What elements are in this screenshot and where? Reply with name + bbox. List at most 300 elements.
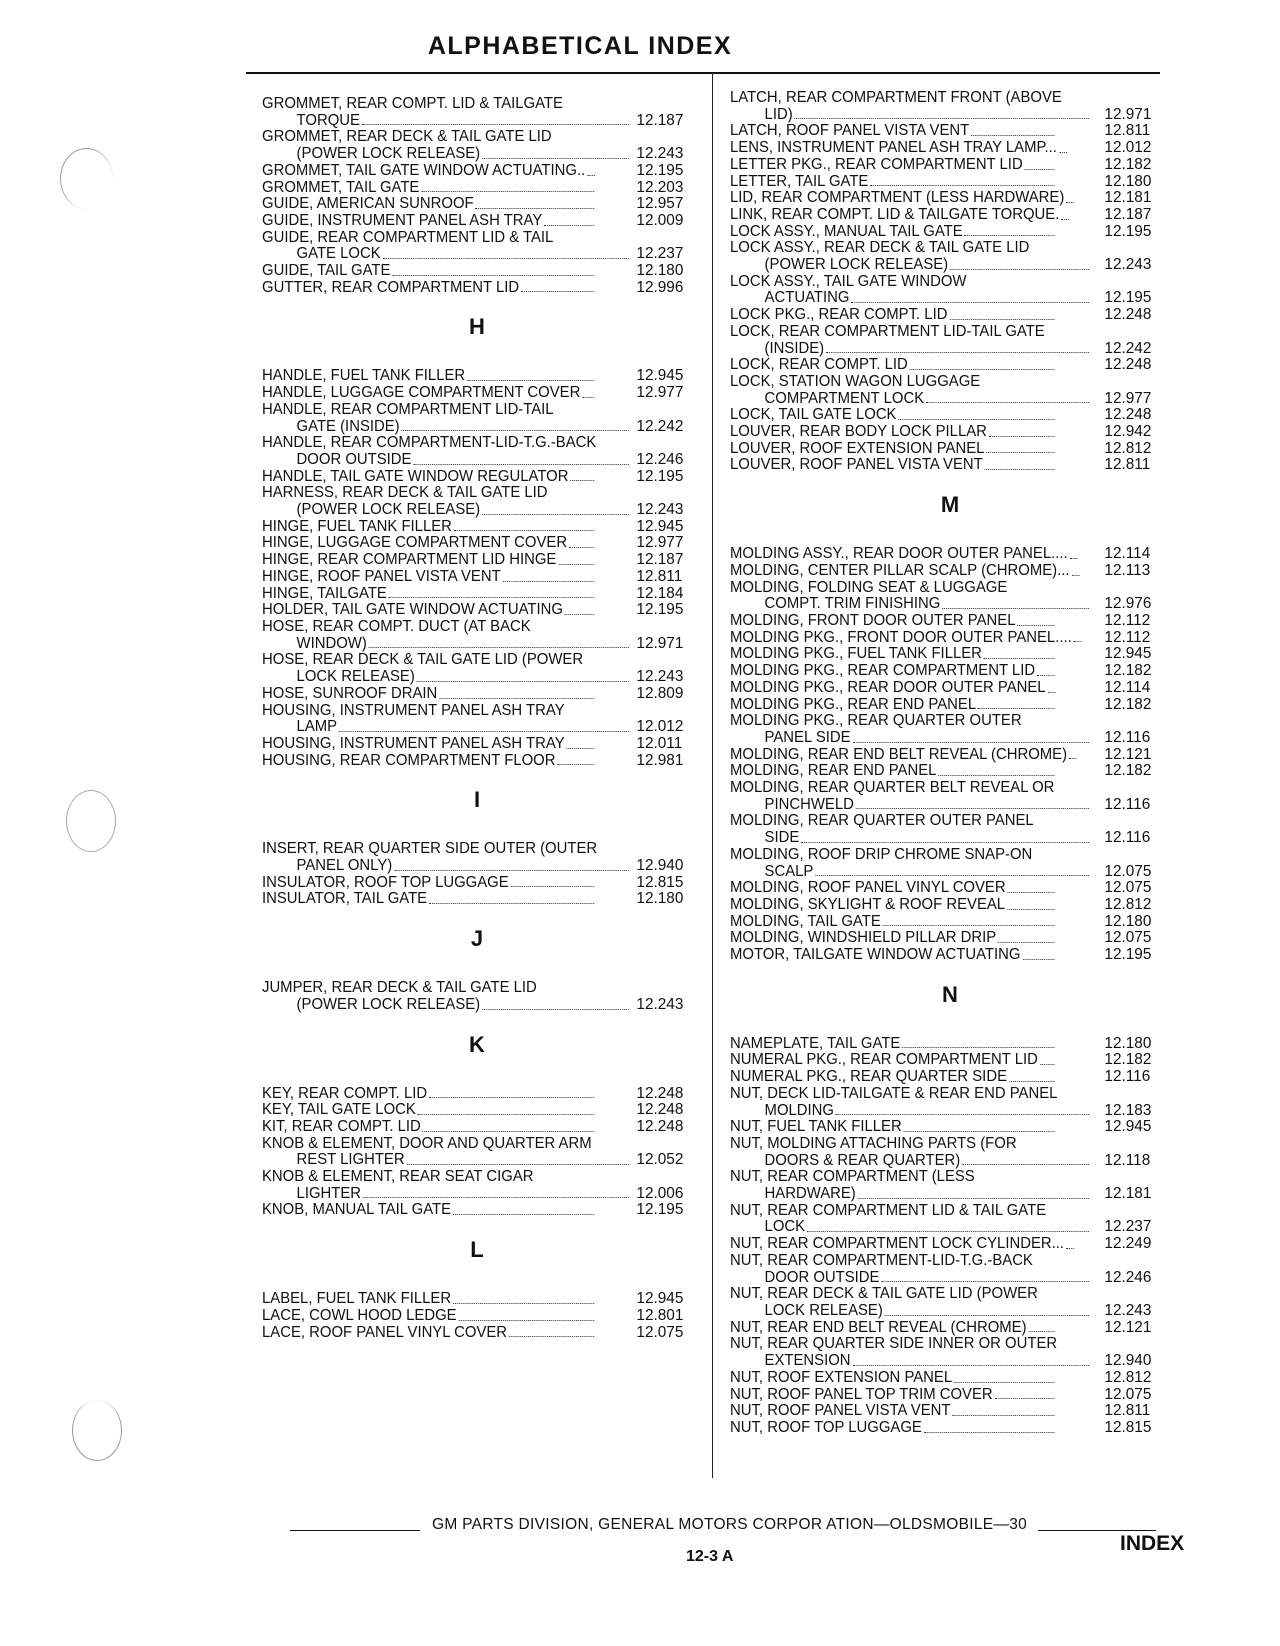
entry-page-ref: 12.811 [1104,1402,1151,1420]
entry-label: LACE, ROOF PANEL VINYL COVER [262,1323,508,1341]
index-entry [730,897,1152,914]
index-entry [730,1387,1152,1404]
entry-label-continuation: LOCK RELEASE) [764,1302,883,1319]
dot-leader [503,569,595,582]
entry-page-ref: 12.180 [1104,912,1152,930]
index-entry [730,713,1152,746]
dot-leader [858,1186,1089,1199]
section-letter-l: L [470,1237,484,1263]
dot-leader [924,1420,1055,1433]
entry-label: NUT, ROOF PANEL TOP TRIM COVER [730,1385,993,1403]
entry-page-ref: 12.243 [636,668,684,686]
entry-page-ref: 12.243 [1104,1302,1152,1319]
dot-leader [394,858,629,871]
dot-leader [567,736,595,749]
entry-label-continuation: WINDOW) [296,634,367,652]
entry-page-ref: 12.187 [636,551,684,569]
dot-leader [544,213,594,226]
entry-label: GROMMET, REAR DECK & TAIL GATE LID [262,128,552,146]
index-entry [730,441,1152,458]
dot-leader [482,997,629,1010]
entry-page-ref: 12.195 [636,601,684,619]
entry-label-continuation: PINCHWELD [764,795,854,813]
punch-hole-mark [60,148,113,209]
entry-page-ref: 12.182 [1104,1051,1152,1069]
entry-label: LOCK, STATION WAGON LUGGAGE [730,372,981,390]
entry-label-continuation: SIDE [764,829,800,847]
entry-label: HANDLE, TAIL GATE WINDOW REGULATOR [262,467,569,485]
index-entry [730,646,1152,663]
index-entry [730,1036,1152,1053]
index-entry [262,1119,692,1136]
entry-label: HINGE, ROOF PANEL VISTA VENT [262,567,501,585]
entry-page-ref: 12.242 [1104,339,1152,357]
entry-page-ref: 12.180 [1104,172,1152,190]
dot-leader [570,469,594,482]
entry-label: GUIDE, INSTRUMENT PANEL ASH TRAY [262,211,543,229]
entry-label-continuation: DOOR OUTSIDE [296,450,412,468]
entry-page-ref: 12.812 [1104,895,1152,913]
entry-label-continuation: COMPARTMENT LOCK [764,389,925,407]
entry-label: GROMMET, TAIL GATE [262,178,420,196]
entry-page-ref: 12.182 [1104,695,1152,713]
entry-label-continuation: HARDWARE) [764,1185,856,1203]
entry-page-ref: 12.812 [1104,1368,1152,1386]
entry-label-continuation: EXTENSION [764,1352,851,1370]
dot-leader [962,1153,1089,1166]
entry-page-ref: 12.248 [636,1084,684,1102]
entry-page-ref: 12.942 [1104,423,1152,441]
entry-label: HOLDER, TAIL GATE WINDOW ACTUATING [262,601,563,619]
index-entry [730,613,1152,630]
entry-label: HINGE, LUGGAGE COMPARTMENT COVER [262,534,568,552]
entry-label: HANDLE, FUEL TANK FILLER [262,367,466,385]
footer-rule-right [1038,1530,1156,1531]
dot-leader [801,830,1089,843]
entry-label-continuation: PANEL SIDE [764,728,851,746]
entry-page-ref: 12.052 [636,1151,684,1169]
entry-label: MOLDING PKG., REAR END PANEL [730,695,977,713]
entry-label: MOLDING ASSY., REAR DOOR OUTER PANEL.... [730,545,1068,563]
entry-label: NUMERAL PKG., REAR QUARTER SIDE [730,1068,1007,1086]
entry-page-ref: 12.815 [1104,1418,1152,1436]
index-entry [730,1086,1152,1119]
index-entry [730,157,1152,174]
entry-page-ref: 12.243 [636,501,684,519]
dot-leader [1061,207,1069,220]
index-entry [730,1370,1152,1387]
index-entry [730,780,1152,813]
entry-label: MOLDING, ROOF PANEL VINYL COVER [730,879,1006,897]
index-entry [262,569,692,586]
dot-leader [339,719,629,732]
dot-leader [836,1103,1089,1116]
dot-leader [998,930,1054,943]
dot-leader [1009,1069,1055,1082]
dot-leader [910,357,1055,370]
entry-label: HOSE, REAR COMPT. DUCT (AT BACK [262,617,531,635]
index-entry [262,736,692,753]
entry-label: MOLDING, REAR QUARTER BELT REVEAL OR [730,779,1055,797]
entry-page-ref: 12.248 [1104,306,1152,324]
entry-label: GUIDE, REAR COMPARTMENT LID & TAIL [262,228,554,246]
dot-leader [587,163,595,176]
dot-leader [582,385,594,398]
index-entry [730,274,1152,307]
dot-leader [511,875,595,888]
entry-label: LOCK, TAIL GATE LOCK [730,406,897,424]
entry-page-ref: 12.195 [636,467,684,485]
dot-leader [1069,747,1077,760]
entry-label: JUMPER, REAR DECK & TAIL GATE LID [262,979,537,997]
entry-label: INSULATOR, TAIL GATE [262,890,428,908]
dot-leader [1028,1320,1054,1333]
index-entry [730,140,1152,157]
entry-page-ref: 12.116 [1104,795,1151,813]
entry-page-ref: 12.187 [636,111,684,129]
index-entry [730,1119,1152,1136]
entry-label-continuation: DOOR OUTSIDE [764,1268,880,1286]
index-entry [730,847,1152,880]
dot-leader [952,1403,1054,1416]
index-entry [730,207,1152,224]
entry-label: NUT, REAR DECK & TAIL GATE LID (POWER [730,1285,1038,1303]
dot-leader [429,891,594,904]
entry-page-ref: 12.195 [636,161,684,179]
dot-leader [418,1102,594,1115]
entry-label: MOLDING, WINDSHIELD PILLAR DRIP [730,929,997,947]
dot-leader [569,535,594,548]
index-entry [730,307,1152,324]
title-rule [246,72,1160,74]
entry-label: LATCH, ROOF PANEL VISTA VENT [730,122,970,140]
entry-label: MOTOR, TAILGATE WINDOW ACTUATING [730,946,1021,964]
entry-page-ref: 12.237 [636,245,684,263]
entry-page-ref: 12.981 [636,751,684,769]
entry-label-continuation: TORQUE [296,111,360,129]
section-letter-m: M [940,492,960,518]
dot-leader [1070,546,1078,559]
entry-page-ref: 12.246 [636,450,684,468]
entry-label: HINGE, TAILGATE [262,584,387,602]
entry-page-ref: 12.112 [1104,628,1151,646]
entry-page-ref: 12.075 [1104,1385,1152,1403]
entry-page-ref: 12.977 [636,384,684,402]
entry-label: NAMEPLATE, TAIL GATE [730,1034,901,1052]
index-entry [730,1169,1152,1202]
index-entry [262,1169,692,1202]
entry-page-ref: 12.116 [1104,728,1151,746]
entry-label-continuation: LOCK RELEASE) [296,668,415,686]
entry-label: GUIDE, AMERICAN SUNROOF [262,195,474,213]
dot-leader [402,419,629,432]
index-entry [730,880,1152,897]
index-entry [730,663,1152,680]
index-entry [262,1102,692,1119]
entry-page-ref: 12.248 [1104,406,1152,424]
index-entry [730,563,1152,580]
entry-page-ref: 12.801 [636,1306,684,1324]
entry-label: LINK, REAR COMPT. LID & TAILGATE TORQUE. [730,205,1060,223]
index-entry [730,224,1152,241]
index-entry [730,374,1152,407]
entry-page-ref: 12.811 [1104,456,1151,474]
entry-label: MOLDING, FRONT DOOR OUTER PANEL [730,611,1016,629]
entry-label: MOLDING, TAIL GATE [730,912,881,930]
entry-label: LATCH, REAR COMPARTMENT FRONT (ABOVE [730,89,1062,106]
entry-page-ref: 12.203 [636,178,684,196]
index-entry [730,174,1152,191]
section-letter-j: J [470,926,484,952]
entry-label: LOUVER, ROOF PANEL VISTA VENT [730,456,983,474]
entry-page-ref: 12.180 [636,262,684,280]
index-entry [262,163,692,180]
index-entry [730,324,1152,357]
index-entry [730,947,1152,964]
dot-leader [1074,630,1082,643]
index-entry [730,90,1152,123]
entry-label: NUMERAL PKG., REAR COMPARTMENT LID [730,1051,1038,1069]
index-entry [262,891,692,908]
page-number: 12-3 A [686,1548,734,1565]
index-entry [730,747,1152,764]
entry-label: MOLDING, REAR QUARTER OUTER PANEL [730,812,1034,830]
index-entry [730,407,1152,424]
entry-label: INSULATOR, ROOF TOP LUGGAGE [262,873,509,891]
dot-leader [362,113,629,126]
entry-page-ref: 12.971 [1104,105,1152,123]
dot-leader [856,797,1089,810]
entry-page-ref: 12.121 [1104,1318,1152,1336]
index-entry [730,1253,1152,1286]
entry-page-ref: 12.011 [636,734,683,752]
dot-leader [454,519,594,532]
section-letter-h: H [469,314,485,340]
index-entry [262,230,692,263]
dot-leader [949,307,1054,320]
entry-label: HARNESS, REAR DECK & TAIL GATE LID [262,484,548,502]
entry-label: LENS, INSTRUMENT PANEL ASH TRAY LAMP... [730,139,1057,157]
dot-leader [807,1219,1089,1232]
entry-label: NUT, DECK LID-TAILGATE & REAR END PANEL [730,1084,1058,1102]
entry-label: NUT, ROOF TOP LUGGAGE [730,1418,922,1436]
dot-leader [870,174,1054,187]
index-entry [262,535,692,552]
dot-leader [392,263,594,276]
entry-label: MOLDING PKG., REAR DOOR OUTER PANEL [730,678,1046,696]
dot-leader [439,686,594,699]
entry-page-ref: 12.116 [1104,1068,1151,1086]
index-entry [262,1308,692,1325]
entry-label: LOCK PKG., REAR COMPT. LID [730,306,948,324]
entry-label-continuation: ACTUATING [764,289,850,307]
entry-page-ref: 12.815 [636,873,684,891]
dot-leader [826,341,1089,354]
entry-page-ref: 12.121 [1104,745,1152,763]
dot-leader [904,1119,1055,1132]
index-entry [262,875,692,892]
entry-label: MOLDING PKG., FRONT DOOR OUTER PANEL.... [730,628,1072,646]
index-entry [730,1236,1152,1253]
index-entry [730,930,1152,947]
index-entry [730,697,1152,714]
entry-page-ref: 12.195 [1104,946,1152,964]
entry-page-ref: 12.183 [1104,1101,1152,1119]
entry-label-continuation: (POWER LOCK RELEASE) [296,501,481,519]
index-entry [730,1320,1152,1337]
entry-label: KIT, REAR COMPT. LID [262,1117,421,1135]
dot-leader [1008,880,1055,893]
entry-label: KEY, TAIL GATE LOCK [262,1101,416,1119]
entry-label: NUT, REAR QUARTER SIDE INNER OR OUTER [730,1335,1058,1353]
index-entry [262,703,692,736]
index-entry [262,1325,692,1342]
index-entry [262,1202,692,1219]
dot-leader [1025,157,1055,170]
index-entry [730,1286,1152,1319]
index-entry [262,180,692,197]
index-entry [262,980,692,1013]
section-letter-k: K [469,1031,485,1057]
dot-leader [852,730,1089,743]
index-entry [730,1052,1152,1069]
index-entry [262,196,692,213]
entry-page-ref: 12.114 [1104,678,1151,696]
entry-label: LABEL, FUEL TANK FILLER [262,1290,452,1308]
entry-page-ref: 12.184 [636,584,684,602]
entry-page-ref: 12.248 [1104,356,1152,374]
entry-page-ref: 12.181 [1104,1185,1152,1203]
entry-label: HOUSING, INSTRUMENT PANEL ASH TRAY [262,701,565,719]
entry-label: GUIDE, TAIL GATE [262,262,391,280]
index-entry [730,914,1152,931]
entry-page-ref: 12.180 [636,890,684,908]
entry-page-ref: 12.971 [636,634,684,652]
dot-leader [453,1291,594,1304]
entry-page-ref: 12.195 [1104,222,1152,240]
index-entry [730,680,1152,697]
entry-label: HINGE, FUEL TANK FILLER [262,517,452,535]
entry-page-ref: 12.118 [1104,1151,1151,1169]
dot-leader [1047,680,1055,693]
index-entry [262,1291,692,1308]
entry-page-ref: 12.182 [1104,662,1152,680]
entry-label: INSERT, REAR QUARTER SIDE OUTER (OUTER [262,840,598,858]
entry-label: NUT, REAR END BELT REVEAL (CHROME) [730,1318,1027,1336]
entry-label: MOLDING PKG., FUEL TANK FILLER [730,645,982,663]
entry-label: NUT, REAR COMPARTMENT (LESS [730,1168,975,1186]
entry-page-ref: 12.249 [1104,1235,1152,1253]
entry-page-ref: 12.112 [1104,611,1151,629]
dot-leader [467,368,594,381]
entry-label: GROMMET, REAR COMPT. LID & TAILGATE [262,95,563,112]
entry-label: NUT, ROOF EXTENSION PANEL [730,1368,953,1386]
dot-leader [509,1325,594,1338]
entry-label-continuation: (POWER LOCK RELEASE) [296,995,481,1013]
entry-label: LOUVER, ROOF EXTENSION PANEL [730,439,985,457]
punch-hole-mark [66,790,116,852]
dot-leader [985,457,1055,470]
entry-label: LETTER PKG., REAR COMPARTMENT LID [730,155,1023,173]
dot-leader [950,257,1089,270]
dot-leader [413,452,628,465]
dot-leader [986,441,1054,454]
entry-label: LOCK, REAR COMPT. LID [730,356,908,374]
entry-label: NUT, REAR COMPARTMENT-LID-T.G.-BACK [730,1251,1033,1269]
dot-leader [1007,897,1054,910]
index-entry [730,1420,1152,1437]
dot-leader [898,407,1054,420]
entry-label: LACE, COWL HOOD LEDGE [262,1306,457,1324]
entry-page-ref: 12.977 [1104,389,1152,407]
entry-page-ref: 12.243 [636,995,684,1013]
entry-label-continuation: LOCK [764,1218,806,1236]
entry-label: KEY, REAR COMPT. LID [262,1084,428,1102]
dot-leader [363,1186,629,1199]
dot-leader [558,552,594,565]
dot-leader [429,1086,594,1099]
entry-page-ref: 12.243 [636,145,684,163]
index-entry [730,1136,1152,1169]
index-entry [262,96,692,129]
index-entry [262,841,692,874]
index-entry [262,485,692,518]
entry-page-ref: 12.248 [636,1101,684,1119]
entry-label: LOCK ASSY., MANUAL TAIL GATE [730,222,963,240]
entry-label: LOCK ASSY., REAR DECK & TAIL GATE LID [730,239,1030,257]
index-entry [730,1203,1152,1236]
entry-label-continuation: DOORS & REAR QUARTER) [764,1151,961,1169]
entry-page-ref: 12.940 [636,857,684,875]
dot-leader [1017,613,1054,626]
entry-page-ref: 12.246 [1104,1268,1152,1286]
entry-label: HANDLE, REAR COMPARTMENT LID-TAIL [262,400,554,418]
entry-page-ref: 12.012 [1104,139,1152,157]
entry-label: KNOB & ELEMENT, DOOR AND QUARTER ARM [262,1134,592,1152]
index-entry [730,1069,1152,1086]
entry-label: LOCK, REAR COMPARTMENT LID-TAIL GATE [730,322,1045,340]
entry-label-continuation: LIGHTER [296,1184,362,1202]
entry-page-ref: 12.945 [636,1290,684,1308]
entry-page-ref: 12.181 [1104,189,1152,207]
dot-leader [557,753,594,766]
entry-label: MOLDING, ROOF DRIP CHROME SNAP-ON [730,845,1033,863]
dot-leader [954,1370,1054,1383]
entry-page-ref: 12.187 [1104,205,1152,223]
entry-label-continuation: REST LIGHTER [296,1151,405,1169]
entry-label-continuation: (POWER LOCK RELEASE) [764,256,949,274]
entry-page-ref: 12.116 [1104,829,1151,847]
section-letter-i: I [473,787,481,813]
dot-leader [521,280,594,293]
dot-leader [1022,947,1054,960]
dot-leader [1071,563,1079,576]
footer-text: GM PARTS DIVISION, GENERAL MOTORS CORPOR ATION—OLDSMOBILE—30 [432,1516,1028,1533]
index-entry [730,546,1152,563]
index-entry [262,129,692,162]
entry-page-ref: 12.945 [1104,1118,1152,1136]
entry-label: NUT, REAR COMPARTMENT LID & TAIL GATE [730,1201,1047,1219]
entry-label-continuation: LAMP [296,718,338,736]
entry-page-ref: 12.075 [1104,879,1152,897]
entry-label-continuation: PANEL ONLY) [296,857,393,875]
entry-label: HOUSING, INSTRUMENT PANEL ASH TRAY [262,734,565,752]
entry-label: HOUSING, REAR COMPARTMENT FLOOR [262,751,556,769]
entry-label: MOLDING, SKYLIGHT & ROOF REVEAL [730,895,1006,913]
entry-label: NUT, MOLDING ATTACHING PARTS (FOR [730,1134,1017,1152]
entry-page-ref: 12.182 [1104,155,1152,173]
entry-page-ref: 12.976 [1104,595,1152,613]
